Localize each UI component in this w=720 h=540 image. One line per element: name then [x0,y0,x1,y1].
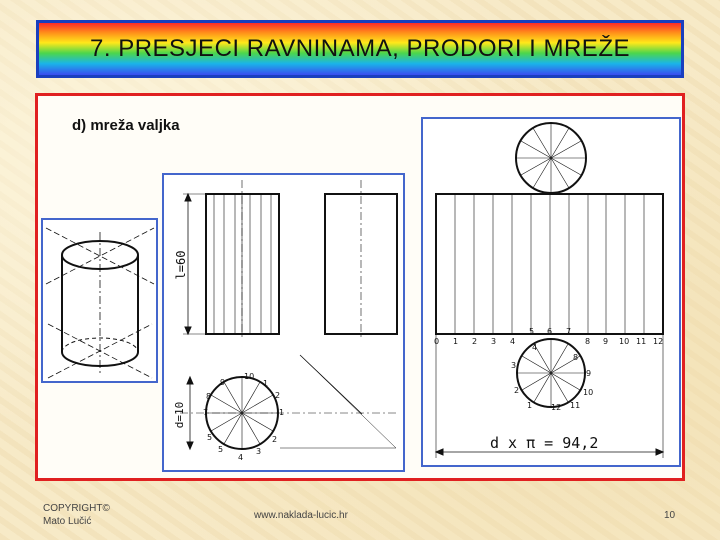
svg-text:8: 8 [585,337,591,346]
svg-text:1: 1 [453,337,459,346]
svg-text:4: 4 [238,453,244,462]
svg-text:9: 9 [220,378,226,387]
isometric-panel [42,219,157,382]
footer-url: www.naklada-lucic.hr [254,510,348,521]
svg-text:10: 10 [244,372,255,381]
svg-text:6: 6 [547,327,553,336]
svg-text:10: 10 [619,337,630,346]
svg-text:11: 11 [636,337,647,346]
svg-text:3: 3 [256,447,262,456]
svg-text:5: 5 [207,433,213,442]
orthographic-panel [163,174,404,471]
svg-text:7: 7 [566,327,572,336]
author-line: Mato Lučić [43,516,92,527]
svg-text:3: 3 [491,337,497,346]
svg-text:1: 1 [527,401,533,410]
diameter-dimension-label: d=10 [173,401,186,429]
svg-text:0: 0 [434,337,440,346]
svg-text:2: 2 [272,435,278,444]
slide-subtitle: d) mreža valjka [72,117,180,134]
length-dimension-label: d x π = 94,2 [490,434,599,452]
height-dimension-label: l=60 [174,250,188,280]
svg-text:9: 9 [586,369,592,378]
svg-text:1: 1 [279,408,285,417]
net-top-circle [516,123,586,193]
svg-text:4: 4 [510,337,516,346]
svg-text:2: 2 [472,337,478,346]
svg-text:5: 5 [218,445,224,454]
slide-title: 7. PRESJECI RAVNINAMA, PRODORI I MREŽE [90,35,630,62]
copyright-line: COPYRIGHT© [43,503,110,514]
svg-text:8: 8 [206,392,212,401]
svg-text:4: 4 [532,343,538,352]
svg-text:5: 5 [529,327,535,336]
svg-text:9: 9 [603,337,609,346]
footer-copyright [43,502,110,528]
svg-text:3: 3 [511,361,517,370]
svg-text:1: 1 [263,379,269,388]
svg-text:12: 12 [551,403,562,412]
svg-text:10: 10 [583,388,594,397]
svg-text:12: 12 [653,337,664,346]
svg-text:2: 2 [514,386,520,395]
svg-text:7: 7 [203,408,209,417]
svg-text:2: 2 [275,391,281,400]
svg-text:8: 8 [573,353,579,362]
page-number: 10 [664,510,676,521]
svg-text:11: 11 [570,401,581,410]
net-bottom-circle [517,339,585,407]
